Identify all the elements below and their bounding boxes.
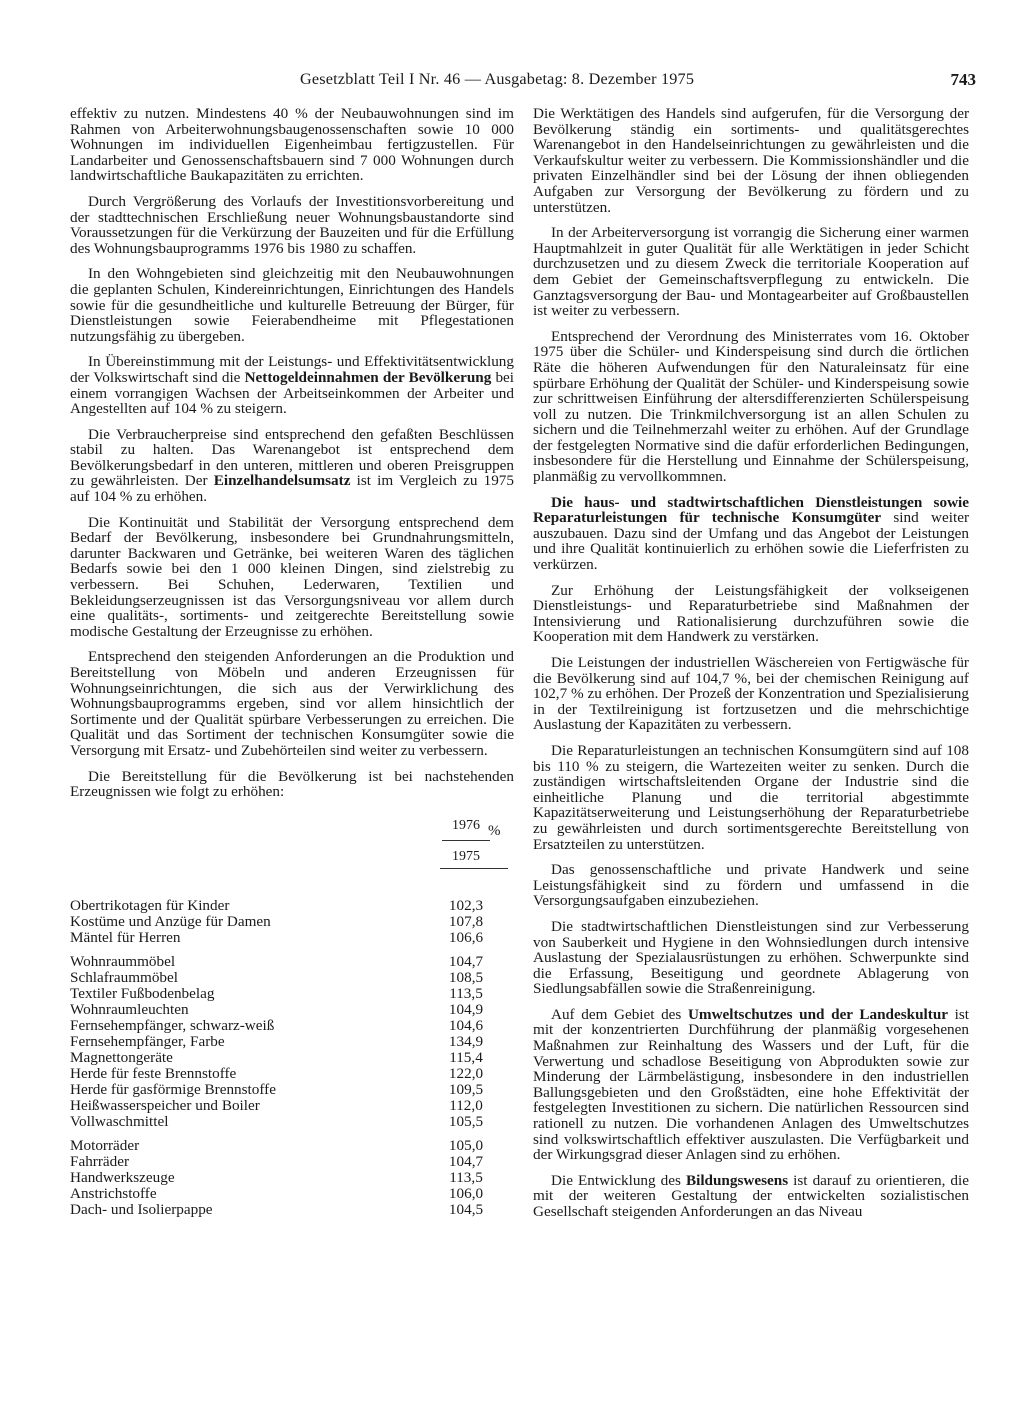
bold-term: Umweltschutzes und der Landeskultur [687, 1005, 949, 1023]
row-value: 104,5 [448, 1200, 484, 1218]
left-column [70, 106, 514, 1218]
text-span: Die Entwicklung des [551, 1171, 686, 1189]
year-denominator: 1975 [452, 848, 480, 864]
paragraph [70, 354, 514, 416]
row-value: 104,9 [448, 1000, 484, 1018]
paragraph: In den Wohngebieten sind gleichzeitig mit den Neubauwohnungen die geplanten Schulen, Kindereinrichtungen, Einrichtungen des Handels sowie für die gesundheitliche und kulturelle Betreuung der Bürger, für Dienstleistungen sowie Feierabendheime mit Pflegestationen nutzungsfähig zu übergeben. [70, 265, 514, 345]
row-label: Dach- und Isolierpappe [70, 1200, 213, 1218]
row-label: Herde für gasförmige Brennstoffe [70, 1080, 276, 1098]
paragraph: effektiv zu nutzen. Mindestens 40 % der Neubauwohnungen sind im Rahmen von Arbeiterwohnungsbaugenossenschaften sowie 10 000 Wohnungen im individuellen Eigenheimbau fertigzustellen. Für Landarbeiter und Genossenschaftsbauern sind 7 000 Wohnungen durch landwirtschaftliche Baukapazitäten zu errichten. [70, 105, 514, 185]
table-row [70, 1114, 510, 1130]
row-label: Fahrräder [70, 1152, 130, 1170]
bold-term: Die haus- und stadtwirtschaftlichen Dienstleistungen sowie Reparaturleistungen für technische Konsumgüter [533, 493, 969, 527]
paragraph: Das genossenschaftliche und private Handwerk und seine Leistungsfähigkeit sind zu fördern und umfassend in die Versorgungsaufgaben einzubeziehen. [533, 861, 969, 910]
year-fraction [442, 816, 490, 867]
row-label: Motorräder [70, 1136, 140, 1154]
table-row [70, 1154, 510, 1170]
text-span: ist darauf zu orientieren, die mit der weiteren Gestaltung der entwickelten sozialistischen Gesellschaft steigenden Anforderungen an das Niveau [533, 1171, 969, 1220]
paragraph [533, 495, 969, 573]
paragraph [533, 1173, 969, 1220]
table-row [70, 930, 510, 946]
row-value: 109,5 [448, 1080, 484, 1098]
row-label: Fernsehempfänger, Farbe [70, 1032, 225, 1050]
text-span: ist mit der konzentrierten Durchführung der planmäßig vorgesehenen Maßnahmen zur Reinhaltung des Wassers und der Luft, für die Verwertung und schadlose Beseitigung von Abprodukten sowie zur Minderung der Lärmbelästigung, insbesondere in den industriellen Ballungsgebieten und den Großstädten, eine hohe Effektivität der festgelegten Investitionen zu sichern. Die natürlichen Ressourcen sind rationell zu nutzen. Die vorhandenen Anlagen des Umweltschutzes sind volkswirtschaftlich effektiver auszulasten. Die Verfügbarkeit und der Wirkungsgrad dieser Anlagen sind zu erhöhen. [533, 1005, 969, 1164]
text-span: ist im Vergleich zu 1975 auf 104 % zu erhöhen. [70, 472, 514, 506]
row-label: Magnettongeräte [70, 1048, 173, 1066]
bold-term: Nettogeldeinnahmen der Bevölkerung [244, 368, 492, 386]
table-row [70, 1050, 510, 1066]
table-row [70, 1098, 510, 1114]
row-value: 108,5 [448, 968, 484, 986]
table-row [70, 970, 510, 986]
table-row [70, 898, 510, 914]
row-value: 113,5 [449, 984, 483, 1002]
bold-term: Bildungswesens [685, 1171, 789, 1189]
paragraph: Entsprechend den steigenden Anforderungen an die Produktion und Bereitstellung von Möbeln und anderen Erzeugnissen für Wohnungseinrichtungen, die sich aus der Verwirklichung des Wohnungsbauprogramms ergeben, sind vor allem hinsichtlich der Sortimente und der Qualität spürbare Verbesserungen zu erreichen. Die Qualität und das Sortiment der technischen Konsumgüter sowie die Versorgung mit Ersatz- und Zubehörteilen sind weiter zu verbessern. [70, 648, 514, 759]
paragraph: Die Leistungen der industriellen Wäschereien von Fertigwäsche für die Bevölkerung sind auf 104,7 %, bei der chemischen Reinigung auf 102,7 % zu erhöhen. Der Prozeß der Konzentration und Spezialisierung in der Textilreinigung ist fortzusetzen und die mehrschichtige Auslastung der Kapazitäten zu verbessern. [533, 654, 969, 734]
table-row [70, 954, 510, 970]
page-number: 743 [950, 70, 976, 89]
text-span: bei einem vorrangigen Wachsen der Arbeitseinkommen der Arbeiter und Angestellten auf 104 % zu steigern. [70, 368, 515, 418]
paragraph: Die Werktätigen des Handels sind aufgerufen, für die Versorgung der Bevölkerung ständig ein sortiments- und qualitätsgerechtes Warenangebot in den Handelseinrichtungen zu gewährleisten und die Verkaufskultur weiter zu verbessern. Die Kommissionshändler und die privaten Einzelhändler sind bei der Lösung der ihnen obliegenden Aufgaben zur Versorgung der Bevölkerung zu fördern und zu unterstützen. [533, 105, 969, 216]
table-header [70, 816, 510, 880]
table-row [70, 986, 510, 1002]
table-row [70, 1170, 510, 1186]
row-value: 122,0 [448, 1064, 484, 1082]
text-span: Die Verbraucherpreise sind entsprechend den gefaßten Beschlüssen stabil zu halten. Das Warenangebot ist entsprechend dem Bevölkerungsbedarf in den unteren, mittleren und oberen Preisgruppen zu gewährleisten. Der [70, 425, 514, 490]
row-label: Wohnraummöbel [70, 952, 176, 970]
table-row [70, 1202, 510, 1218]
paragraph: Entsprechend der Verordnung des Ministerrates vom 16. Oktober 1975 über die Schüler- und Kinderspeisung sind durch die örtlichen Räte die höheren Aufwendungen für den Naturaleinsatz für eine spürbare Erhöhung der Qualität der Schüler- und Kinderspeisung sowie zur schrittweisen Einführung der altersdifferenzierten Schülerspeisung voll zu nutzen. Die Trinkmilchversorgung ist an allen Schulen zu sichern und die Teilnehmerzahl weiter zu erhöhen. Auf der Grundlage der festgelegten Normative sind die dafür erforderlichen Bedingungen, insbesondere für die Herstellung und Einnahme der Schülerspeisung, planmäßig zu vervollkommnen. [533, 327, 969, 486]
table-row [70, 914, 510, 930]
text-span: sind weiter auszubauen. Dazu sind der Umfang und das Angebot der Leistungen und ihre Qualität kontinuierlich zu erhöhen sowie die Lieferfristen zu verkürzen. [533, 509, 969, 574]
right-column [533, 106, 969, 1230]
row-value: 134,9 [448, 1032, 484, 1050]
table-row [70, 1018, 510, 1034]
table-row [70, 1066, 510, 1082]
paragraph [70, 427, 514, 505]
product-table [70, 816, 510, 1218]
paragraph: Zur Erhöhung der Leistungsfähigkeit der volkseigenen Dienstleistungs- und Reparaturbetriebe sind Maßnahmen der Intensivierung und Rationalisierung durchzuführen sowie die Kooperation mit dem Handwerk zu verstärken. [533, 581, 969, 646]
row-label: Kostüme und Anzüge für Damen [70, 912, 271, 930]
table-row [70, 1082, 510, 1098]
row-value: 102,3 [448, 896, 484, 914]
row-value: 107,8 [448, 912, 484, 930]
row-label: Handwerkszeuge [70, 1168, 175, 1186]
row-value: 106,0 [448, 1184, 484, 1202]
row-label: Herde für feste Brennstoffe [70, 1064, 237, 1082]
text-span: Auf dem Gebiet des [551, 1005, 688, 1023]
row-label: Fernsehempfänger, schwarz-weiß [70, 1016, 275, 1034]
paragraph: Die Reparaturleistungen an technischen Konsumgütern sind auf 108 bis 110 % zu steigern, die Wartezeiten weiter zu senken. Durch die zuständigen wirtschaftsleitenden Organe der Industrie sind die einheitliche Planung und die territorial abgestimmte Kapazitätserweiterung und Leistungserhöhung der Reparaturbetriebe zu gewährleisten und durch sortimentsgerechte Bereitstellung von Ersatzteilen zu unterstützen. [533, 741, 969, 853]
bold-term: Einzelhandelsumsatz [213, 472, 351, 490]
header-title: Gesetzblatt Teil I Nr. 46 — Ausgabetag: 8. Dezember 1975 [300, 70, 695, 88]
row-label: Heißwasserspeicher und Boiler [70, 1096, 260, 1114]
table-row [70, 1034, 510, 1050]
header-rule [440, 868, 508, 869]
row-value: 106,6 [448, 928, 484, 946]
row-label: Textiler Fußbodenbelag [70, 984, 215, 1002]
paragraph: Die Bereitstellung für die Bevölkerung ist bei nachstehenden Erzeugnissen wie folgt zu erhöhen: [70, 767, 514, 801]
paragraph [533, 1007, 969, 1163]
row-label: Schlafraummöbel [70, 968, 178, 986]
row-value: 104,7 [448, 952, 484, 970]
table-row [70, 1186, 510, 1202]
row-label: Anstrichstoffe [70, 1184, 157, 1202]
row-value: 104,6 [448, 1016, 484, 1034]
row-value: 112,0 [449, 1096, 483, 1114]
row-label: Wohnraumleuchten [70, 1000, 189, 1018]
text-span: In Übereinstimmung mit der Leistungs- und Effektivitätsentwicklung der Volkswirtschaft sind die [70, 353, 514, 386]
year-numerator: 1976 [442, 816, 490, 841]
row-value: 104,7 [448, 1152, 484, 1170]
table-row [70, 1138, 510, 1154]
paragraph: Die Kontinuität und Stabilität der Versorgung entsprechend dem Bedarf der Bevölkerung, insbesondere bei Grundnahrungsmitteln, darunter Backwaren und Getränke, bei weiteren Waren des täglichen Bedarfs sowie bei den 1 000 kleinen Dingen, sind zielstrebig zu verbessern. Bei Schuhen, Lederwaren, Textilien und Bekleidungserzeugnissen ist das Versorgungsniveau vor allem durch eine qualitäts-, sortiments- und zeitgerechte Bereitstellung sowie modische Gestaltung der Erzeugnisse zu erhöhen. [70, 513, 514, 640]
row-value: 105,0 [448, 1136, 484, 1154]
row-value: 113,5 [449, 1168, 483, 1186]
paragraph: Durch Vergrößerung des Vorlaufs der Investitionsvorbereitung und der stadttechnischen Erschließung neuer Wohnungsbaustandorte sind Voraussetzungen für die Verkürzung der Bauzeiten und für die Erfüllung des Wohnungsbauprogramms 1976 bis 1980 zu schaffen. [70, 192, 514, 257]
page-header [300, 70, 980, 96]
row-label: Vollwaschmittel [70, 1112, 169, 1130]
percent-unit: % [488, 822, 501, 839]
row-value: 115,4 [449, 1048, 483, 1066]
row-value: 105,5 [448, 1112, 484, 1130]
row-label: Obertrikotagen für Kinder [70, 896, 230, 914]
row-label: Mäntel für Herren [70, 928, 181, 946]
paragraph: In der Arbeiterversorgung ist vorrangig die Sicherung einer warmen Hauptmahlzeit in guter Qualität für alle Werktätigen in jeder Schicht durchzusetzen und zu diesem Zweck die territoriale Kooperation auf dem Gebiet der Gemeinschaftsverpflegung zu entwickeln. Die Ganztagsversorgung der Bau- und Montagearbeiter auf Großbaustellen ist weiter zu verbessern. [533, 224, 969, 320]
table-row [70, 1002, 510, 1018]
paragraph: Die stadtwirtschaftlichen Dienstleistungen sind zur Verbesserung von Sauberkeit und Hygiene in den Wohnsiedlungen durch intensive Auslastung der Spezialausrüstungen zu erhöhen. Schwerpunkte sind die Erfassung, Beseitigung und geordnete Ablagerung von Siedlungsabfällen sowie die Straßenreinigung. [533, 917, 969, 998]
